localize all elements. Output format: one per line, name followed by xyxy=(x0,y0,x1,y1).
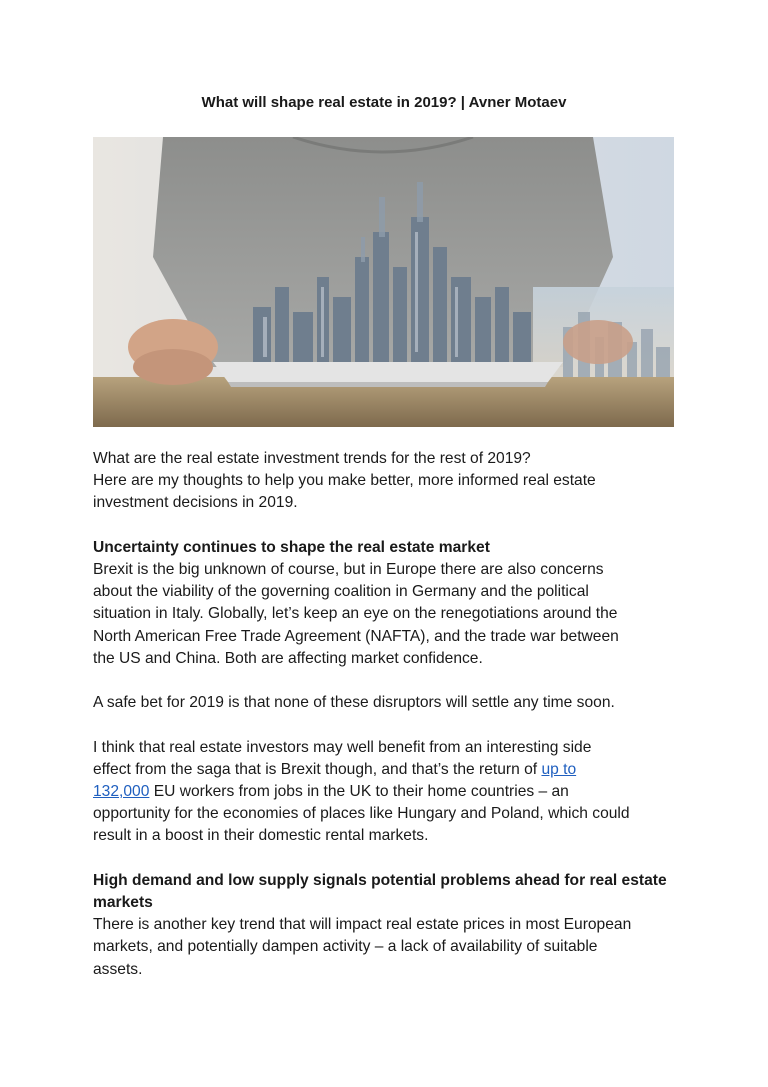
paragraph-line xyxy=(93,759,683,781)
hero-image xyxy=(93,137,674,427)
section2-heading: markets xyxy=(93,894,153,911)
paragraph-line: the US and China. Both are affecting market confidence. xyxy=(93,649,483,667)
paragraph-text: EU workers from jobs in the UK to their home countries – an xyxy=(149,783,569,800)
section2-paragraph-1 xyxy=(93,870,683,981)
intro-line: investment decisions in 2019. xyxy=(93,494,298,512)
article-body xyxy=(93,448,683,981)
intro-paragraph xyxy=(93,448,683,515)
paragraph-line xyxy=(93,781,683,803)
paragraph-line: Brexit is the big unknown of course, but in Europe there are also concerns xyxy=(93,561,604,578)
city-skyline-on-tablet-icon xyxy=(93,137,674,427)
paragraph-line: about the viability of the governing coalition in Germany and the political xyxy=(93,583,589,601)
paragraph-line: There is another key trend that will impact real estate prices in most European xyxy=(93,916,632,934)
paragraph-line: assets. xyxy=(93,960,143,978)
section2-heading: High demand and low supply signals potential problems ahead for real estate xyxy=(93,871,667,889)
paragraph-line: opportunity for the economies of places like Hungary and Poland, which could xyxy=(93,805,630,823)
paragraph-line: A safe bet for 2019 is that none of these disruptors will settle any time soon. xyxy=(93,694,615,712)
section1-heading: Uncertainty continues to shape the real estate market xyxy=(93,538,490,556)
section1-paragraph-3 xyxy=(93,737,683,848)
paragraph-line: result in a boost in their domestic rental markets. xyxy=(93,827,429,845)
paragraph-line: I think that real estate investors may well benefit from an interesting side xyxy=(93,738,592,756)
intro-line: Here are my thoughts to help you make better, more informed real estate xyxy=(93,472,596,490)
paragraph-line: markets, and potentially dampen activity – a lack of availability of suitable xyxy=(93,938,598,956)
source-link-part-2[interactable]: 132,000 xyxy=(93,783,150,800)
intro-line: What are the real estate investment trends for the rest of 2019? xyxy=(93,450,531,467)
paragraph-line: situation in Italy. Globally, let’s keep an eye on the renegotiations around the xyxy=(93,605,618,623)
page-title: What will shape real estate in 2019? | Avner Motaev xyxy=(201,94,567,111)
source-link-part-1[interactable]: up to xyxy=(541,760,577,778)
paragraph-text: effect from the saga that is Brexit though, and that’s the return of xyxy=(93,760,542,778)
section1-paragraph-2 xyxy=(93,692,683,714)
section1-paragraph-1 xyxy=(93,537,683,670)
paragraph-line: North American Free Trade Agreement (NAFTA), and the trade war between xyxy=(93,627,619,645)
